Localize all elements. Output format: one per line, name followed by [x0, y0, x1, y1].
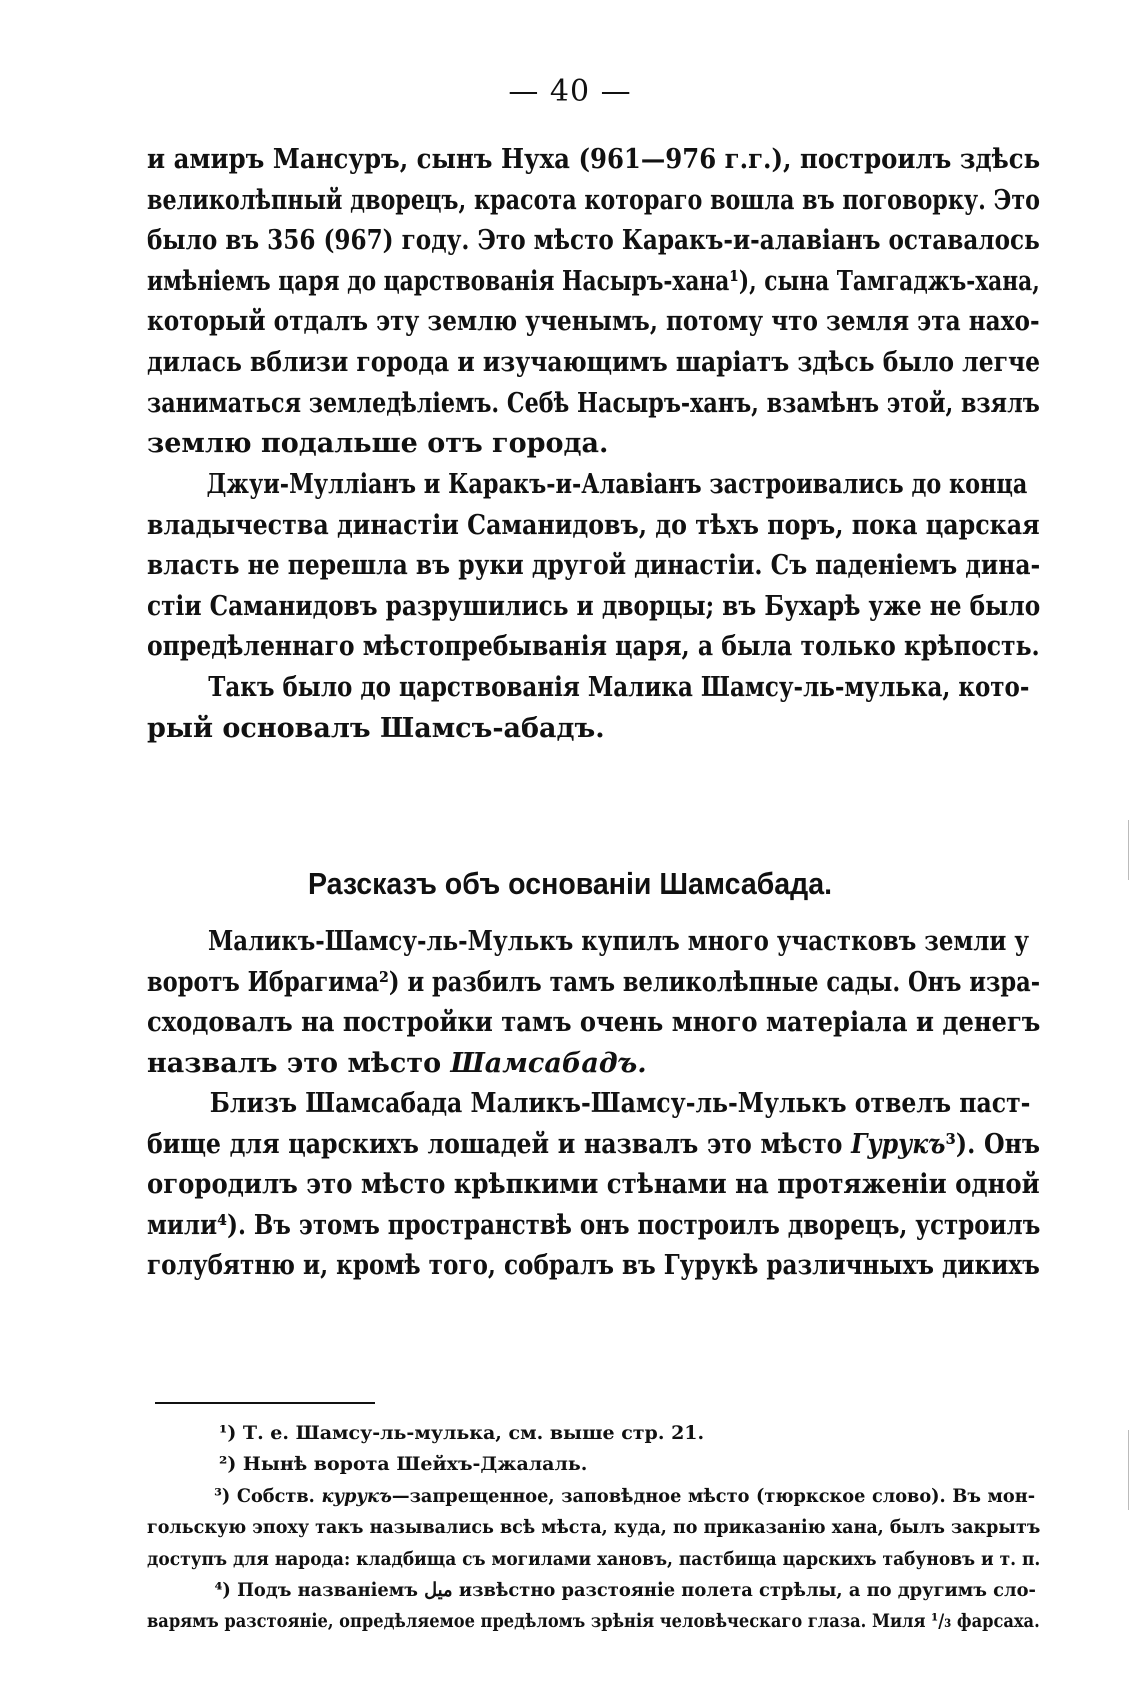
paragraph-5	[147, 1084, 1040, 1287]
text-line: Такъ было до царствованія Малика Шамсу-ль-мулька, кото-	[208, 672, 1030, 703]
text-line: Джуи-Мулліанъ и Каракъ-и-Алавіанъ застроивались до конца	[206, 469, 1028, 500]
text-line: назвалъ это мѣсто Шамсабадъ.	[147, 1047, 647, 1079]
footnote-1: ¹) Т. е. Шамсу-ль-мулька, см. выше стр. 21.	[219, 1422, 705, 1444]
text-line: опредѣленнаго мѣстопребыванія царя, а была только крѣпость.	[147, 631, 1040, 663]
scan-edge-mark	[1128, 820, 1129, 880]
text-line: огородилъ это мѣсто крѣпкими стѣнами на протяженіи одной	[147, 1169, 1040, 1201]
text-line: рый основалъ Шамсъ-абадъ.	[147, 712, 605, 744]
footnote-3: ³) Собств. курукъ—запрещенное, заповѣдное мѣсто (тюркское слово). Въ мон-	[214, 1484, 1036, 1507]
section-heading: Разсказъ объ основаніи Шамсабада.	[307, 866, 833, 901]
page-number: — 40 —	[508, 74, 632, 109]
text-line: землю подальше отъ города.	[147, 428, 609, 460]
text-line: и амиръ Мансуръ, сынъ Нуха (961—976 г.г.), построилъ здѣсь	[147, 144, 1041, 175]
text-line: Близъ Шамсабада Маликъ-Шамсу-ль-Мулькъ отвелъ паст-	[209, 1088, 1031, 1119]
text-line: голубятню и, кромѣ того, собралъ въ Гурукѣ различныхъ дикихъ	[147, 1250, 1040, 1282]
text-line: владычества династіи Саманидовъ, до тѣхъ поръ, пока царская	[147, 509, 1040, 541]
text-line: заниматься земледѣліемъ. Себѣ Насыръ-ханъ, взамѣнъ этой, взялъ	[147, 387, 1040, 419]
text-line: власть не перешла въ руки другой династіи. Съ паденіемъ дина-	[147, 550, 1041, 582]
paragraph-1	[147, 140, 1040, 465]
text-line: воротъ Ибрагима²) и разбилъ тамъ великолѣпные сады. Онъ изра-	[147, 966, 1041, 998]
text-line: стіи Саманидовъ разрушились и дворцы; въ Бухарѣ уже не было	[147, 590, 1041, 622]
text-line: сходовалъ на постройки тамъ очень много матеріала и денегъ	[147, 1007, 1041, 1039]
footnote-3-continued: гольскую эпоху такъ назывались всѣ мѣста, куда, по приказанію хана, былъ закрытъ	[147, 1516, 1041, 1539]
paragraph-3	[147, 668, 1040, 749]
text-line: бище для царскихъ лошадей и назвалъ это мѣсто Гурукъ³). Онъ	[147, 1128, 1041, 1160]
text-line: великолѣпный дворецъ, красота котораго вошла въ поговорку. Это	[147, 184, 1040, 216]
text-line: Маликъ-Шамсу-ль-Мулькъ купилъ много участковъ земли у	[207, 926, 1029, 957]
text-line: было въ 356 (967) году. Это мѣсто Каракъ-и-алавіанъ оставалось	[147, 225, 1040, 257]
text-line: мили⁴). Въ этомъ пространствѣ онъ построилъ дворецъ, устроилъ	[147, 1209, 1041, 1241]
text-line: который отдалъ эту землю ученымъ, потому что земля эта нахо-	[147, 306, 1040, 338]
footnote-3-continued: доступъ для народа: кладбища съ могилами хановъ, пастбища царскихъ табуновъ и т. п.	[147, 1547, 1041, 1570]
scan-edge-mark	[1128, 1430, 1129, 1510]
paragraph-2	[147, 465, 1040, 668]
paragraph-4	[147, 922, 1040, 1084]
footnote-4: ⁴) Подъ названіемъ میل извѣстно разстояніе полета стрѣлы, а по другимъ сло-	[214, 1579, 1036, 1602]
text-line: имѣніемъ царя до царствованія Насыръ-хана¹), сына Тамгаджъ-хана,	[147, 265, 1040, 297]
footnote-4-continued: варямъ разстояніе, опредѣляемое предѣломъ зрѣнія человѣческаго глаза. Миля ¹/₃ фарсаха.	[147, 1610, 1040, 1633]
italic-term: Шамсабадъ.	[450, 1047, 647, 1079]
text-line: дилась вблизи города и изучающимъ шаріатъ здѣсь было легче	[147, 346, 1041, 378]
footnote-2: ²) Нынѣ ворота Шейхъ-Джалаль.	[219, 1453, 588, 1476]
italic-term: курукъ	[321, 1484, 392, 1507]
italic-term: Гурукъ	[851, 1128, 946, 1160]
footnotes	[147, 1418, 1040, 1638]
footnote-divider	[155, 1402, 375, 1404]
